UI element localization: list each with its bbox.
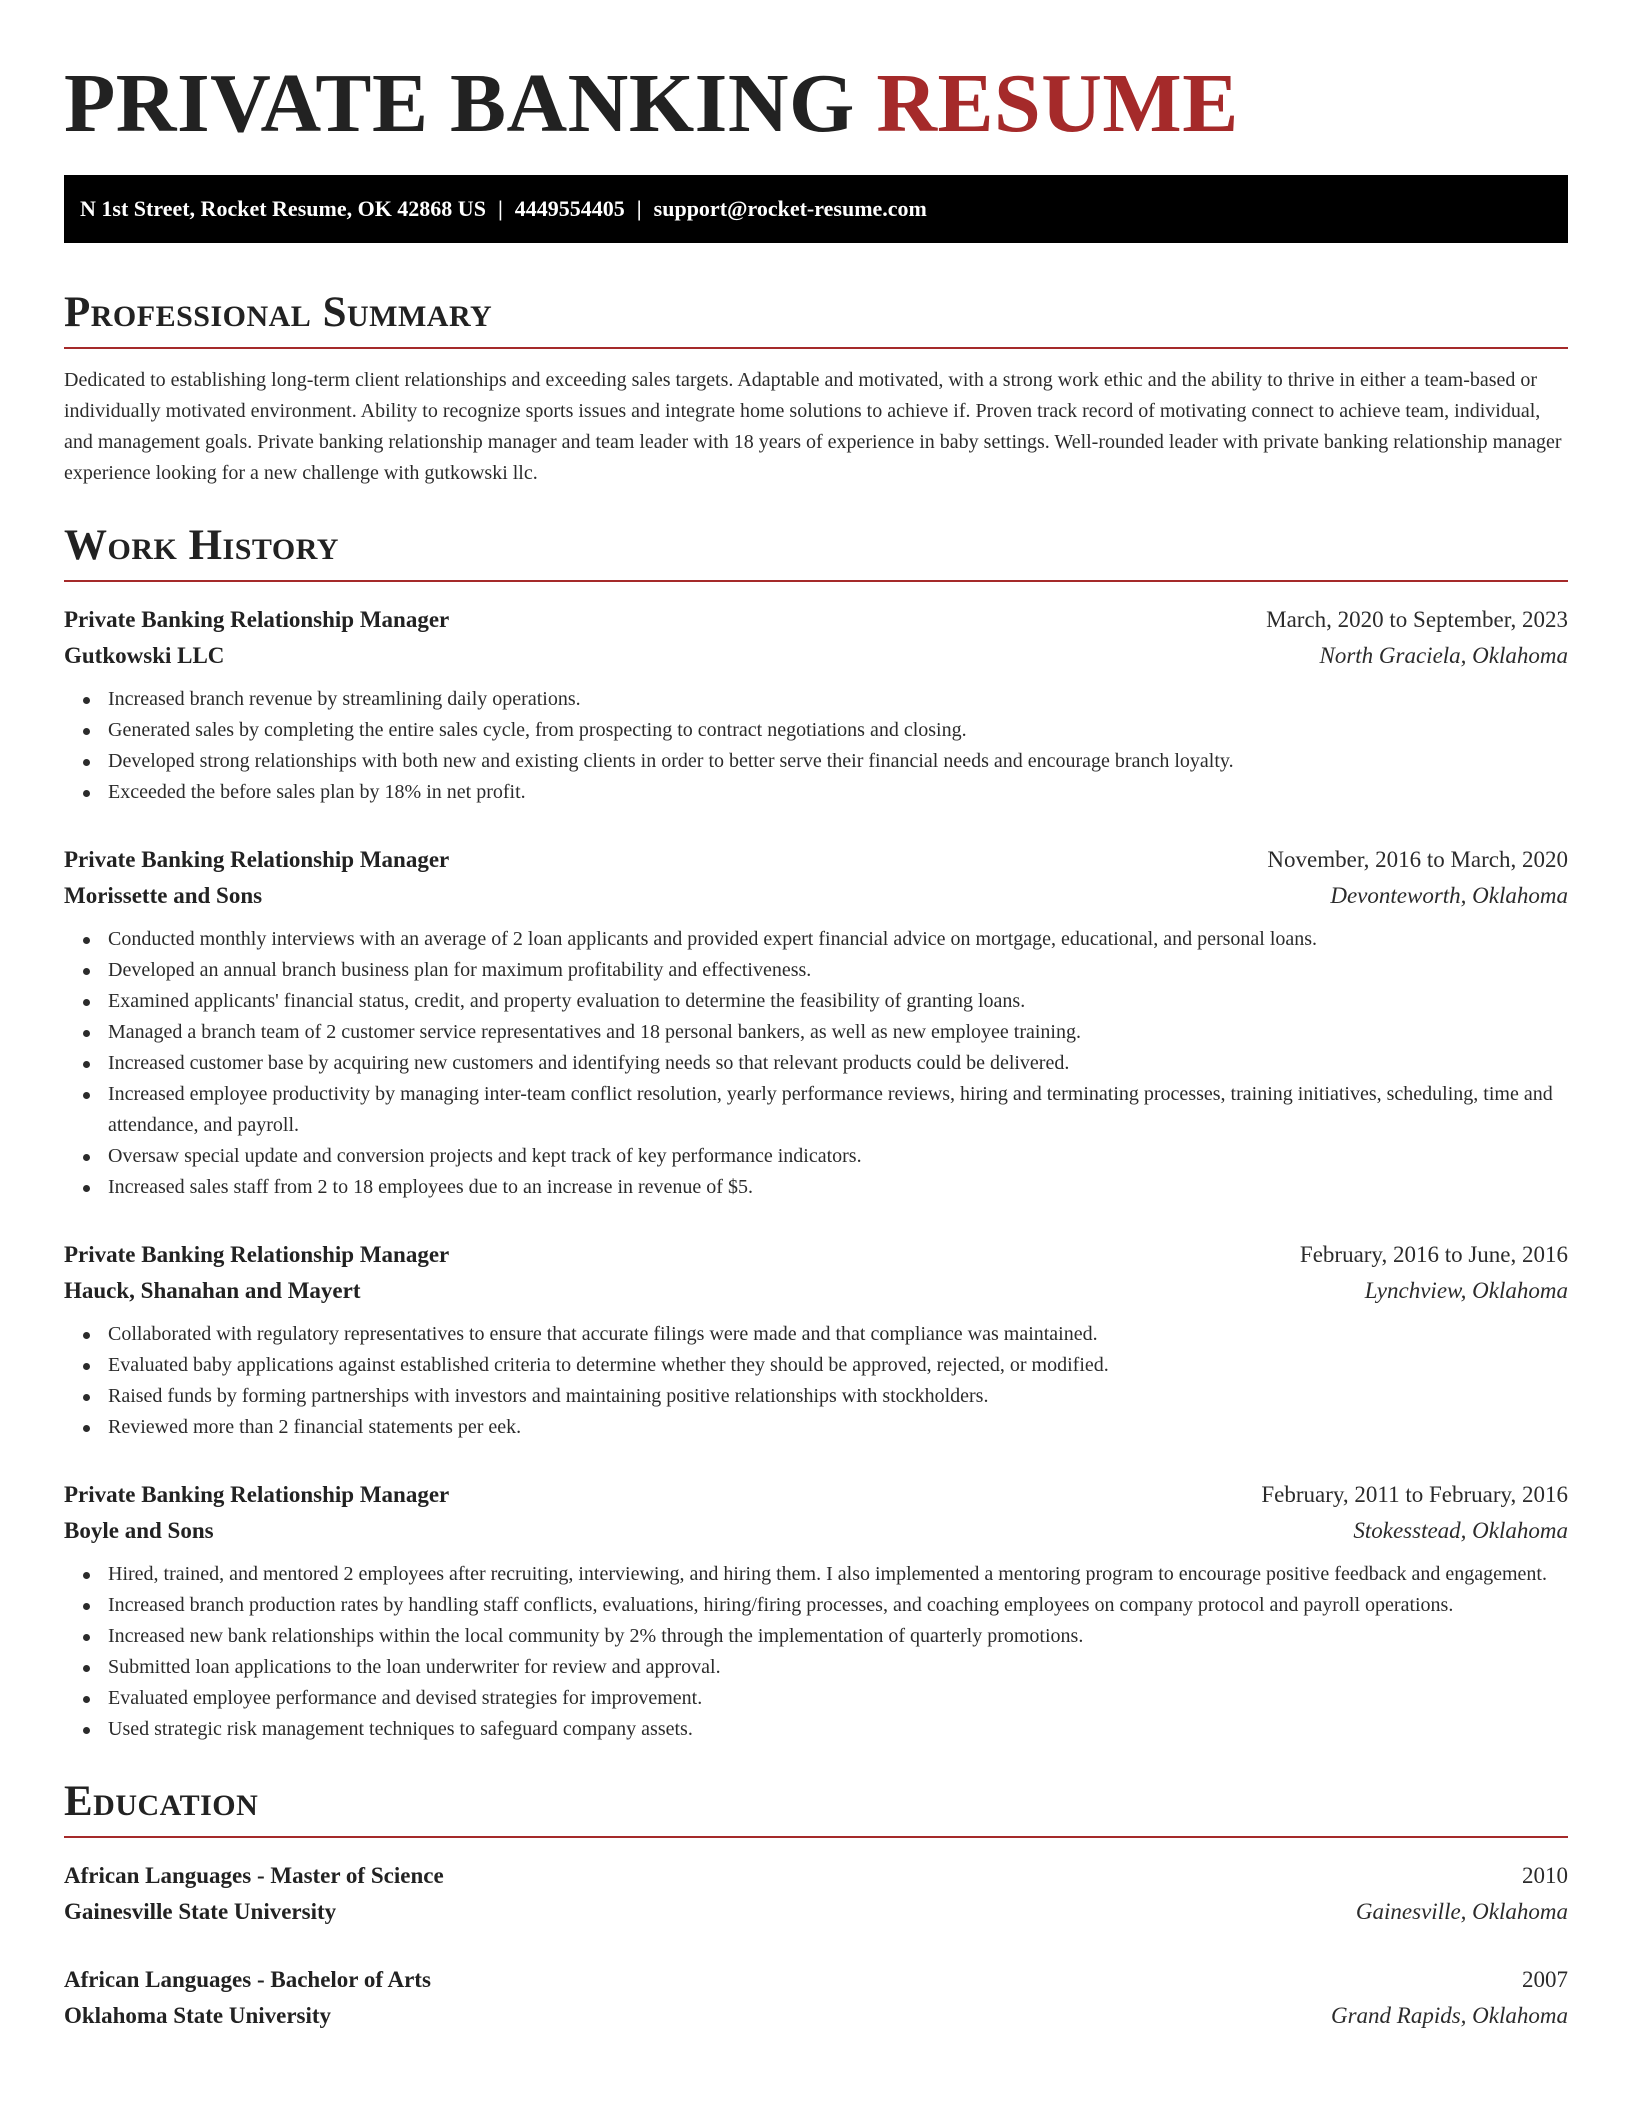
job-bullet: Raised funds by forming partnerships with investors and maintaining positive relationships with stockholders.	[108, 1381, 1568, 1412]
job-company-row	[64, 1513, 1568, 1549]
job-bullet-list	[64, 924, 1568, 1203]
job-bullet: Conducted monthly interviews with an average of 2 loan applicants and provided expert financial advice on mortgage, educational, and personal loans.	[108, 924, 1568, 955]
education-location: Gainesville, Oklahoma	[1355, 1899, 1568, 1924]
job-title: Private Banking Relationship Manager	[64, 847, 450, 872]
contact-address: N 1st Street, Rocket Resume, OK 42868 US	[80, 196, 486, 221]
contact-bar	[64, 175, 1568, 243]
job-bullet: Developed strong relationships with both new and existing clients in order to better serve their financial needs and encourage branch loyalty.	[108, 746, 1568, 777]
contact-separator: |	[497, 196, 503, 221]
job-dates: November, 2016 to March, 2020	[1267, 847, 1568, 872]
education-school-row	[64, 1998, 1568, 2034]
job-company-row	[64, 638, 1568, 674]
job-bullet: Increased employee productivity by managing inter-team conflict resolution, yearly performance reviews, hiring and terminating processes, training initiatives, scheduling, time and attendance, and payroll.	[108, 1079, 1568, 1141]
job-bullet: Evaluated baby applications against established criteria to determine whether they should be approved, rejected, or modified.	[108, 1350, 1568, 1381]
education-school-row	[64, 1894, 1568, 1930]
summary-text: Dedicated to establishing long-term client relationships and exceeding sales targets. Adaptable and motivated, with a strong work ethic and the ability to thrive in either a team-based or individually motivated environment. Ability to recognize sports issues and integrate home solutions to achieve if. Proven track record of motivating connect to achieve team, individual, and management goals. Private banking relationship manager and team leader with 18 years of experience in baby settings. Well-rounded leader with private banking relationship manager experience looking for a new challenge with gutkowski llc.	[64, 369, 1562, 484]
job-entry	[64, 1237, 1568, 1443]
job-bullet: Used strategic risk management techniques to safeguard company assets.	[108, 1714, 1568, 1745]
education-location: Grand Rapids, Oklahoma	[1330, 2003, 1568, 2028]
education-entry	[64, 1858, 1568, 1930]
job-bullet: Developed an annual branch business plan for maximum profitability and effectiveness.	[108, 955, 1568, 986]
job-title: Private Banking Relationship Manager	[64, 1482, 450, 1507]
summary-section	[64, 286, 1568, 489]
contact-phone[interactable]: 4449554405	[514, 196, 625, 221]
title-accent: RESUME	[876, 57, 1239, 150]
job-bullet: Increased sales staff from 2 to 18 employees due to an increase in revenue of $5.	[108, 1172, 1568, 1203]
job-location: Stokesstead, Oklahoma	[1353, 1518, 1568, 1543]
job-company: Hauck, Shanahan and Mayert	[64, 1278, 361, 1303]
job-bullet: Generated sales by completing the entire sales cycle, from prospecting to contract negotiations and closing.	[108, 715, 1568, 746]
job-bullet-list	[64, 684, 1568, 808]
resume-title	[64, 54, 1568, 154]
education-section	[64, 1775, 1568, 2034]
job-header-row	[64, 1477, 1568, 1513]
education-list	[64, 1858, 1568, 2034]
job-bullet: Increased new bank relationships within the local community by 2% through the implementation of quarterly promotions.	[108, 1621, 1568, 1652]
job-bullet: Oversaw special update and conversion projects and kept track of key performance indicators.	[108, 1141, 1568, 1172]
job-dates: February, 2016 to June, 2016	[1299, 1242, 1568, 1267]
contact-separator: |	[636, 196, 642, 221]
job-bullet: Increased branch revenue by streamlining daily operations.	[108, 684, 1568, 715]
job-bullet: Increased customer base by acquiring new customers and identifying needs so that relevant products could be delivered.	[108, 1048, 1568, 1079]
job-bullet: Hired, trained, and mentored 2 employees after recruiting, interviewing, and hiring them. I also implemented a mentoring program to encourage positive feedback and engagement.	[108, 1559, 1568, 1590]
job-header-row	[64, 602, 1568, 638]
education-degree-row	[64, 1858, 1568, 1894]
job-company: Gutkowski LLC	[64, 643, 225, 668]
section-heading-summary: Professional Summary	[64, 289, 493, 336]
education-entry	[64, 1962, 1568, 2034]
job-bullet-list	[64, 1559, 1568, 1745]
section-divider	[64, 580, 1568, 582]
job-bullet: Collaborated with regulatory representatives to ensure that accurate filings were made and that compliance was maintained.	[108, 1319, 1568, 1350]
contact-email[interactable]: support@rocket-resume.com	[653, 196, 927, 221]
job-dates: February, 2011 to February, 2016	[1261, 1482, 1568, 1507]
job-bullet: Exceeded the before sales plan by 18% in net profit.	[108, 777, 1568, 808]
job-entry	[64, 842, 1568, 1203]
section-heading-education: Education	[64, 1778, 259, 1825]
job-bullet: Evaluated employee performance and devised strategies for improvement.	[108, 1683, 1568, 1714]
job-bullet: Increased branch production rates by handling staff conflicts, evaluations, hiring/firing processes, and coaching employees on company protocol and payroll operations.	[108, 1590, 1568, 1621]
section-divider	[64, 347, 1568, 349]
job-location: Lynchview, Oklahoma	[1364, 1278, 1568, 1303]
job-entry	[64, 1477, 1568, 1745]
section-divider	[64, 1836, 1568, 1838]
job-header-row	[64, 1237, 1568, 1273]
title-main: PRIVATE BANKING	[64, 57, 855, 150]
job-company: Morissette and Sons	[64, 883, 263, 908]
job-bullet: Examined applicants' financial status, credit, and property evaluation to determine the feasibility of granting loans.	[108, 986, 1568, 1017]
job-company-row	[64, 1273, 1568, 1309]
education-school: Gainesville State University	[64, 1899, 337, 1924]
job-location: Devonteworth, Oklahoma	[1330, 883, 1568, 908]
job-company: Boyle and Sons	[64, 1518, 214, 1543]
job-bullet: Reviewed more than 2 financial statements per eek.	[108, 1412, 1568, 1443]
job-location: North Graciela, Oklahoma	[1319, 643, 1568, 668]
education-degree: African Languages - Master of Science	[64, 1863, 444, 1888]
job-entry	[64, 602, 1568, 808]
education-degree: African Languages - Bachelor of Arts	[64, 1967, 431, 1992]
education-degree-row	[64, 1962, 1568, 1998]
job-dates: March, 2020 to September, 2023	[1266, 607, 1568, 632]
work-history-section	[64, 519, 1568, 1745]
job-bullet-list	[64, 1319, 1568, 1443]
job-header-row	[64, 842, 1568, 878]
job-title: Private Banking Relationship Manager	[64, 607, 450, 632]
education-year: 2010	[1522, 1863, 1568, 1888]
job-list	[64, 602, 1568, 1745]
job-bullet: Submitted loan applications to the loan underwriter for review and approval.	[108, 1652, 1568, 1683]
job-title: Private Banking Relationship Manager	[64, 1242, 450, 1267]
job-bullet: Managed a branch team of 2 customer service representatives and 18 personal bankers, as well as new employee training.	[108, 1017, 1568, 1048]
section-heading-work-history: Work History	[64, 522, 339, 569]
education-school: Oklahoma State University	[64, 2003, 332, 2028]
education-year: 2007	[1522, 1967, 1568, 1992]
job-company-row	[64, 878, 1568, 914]
